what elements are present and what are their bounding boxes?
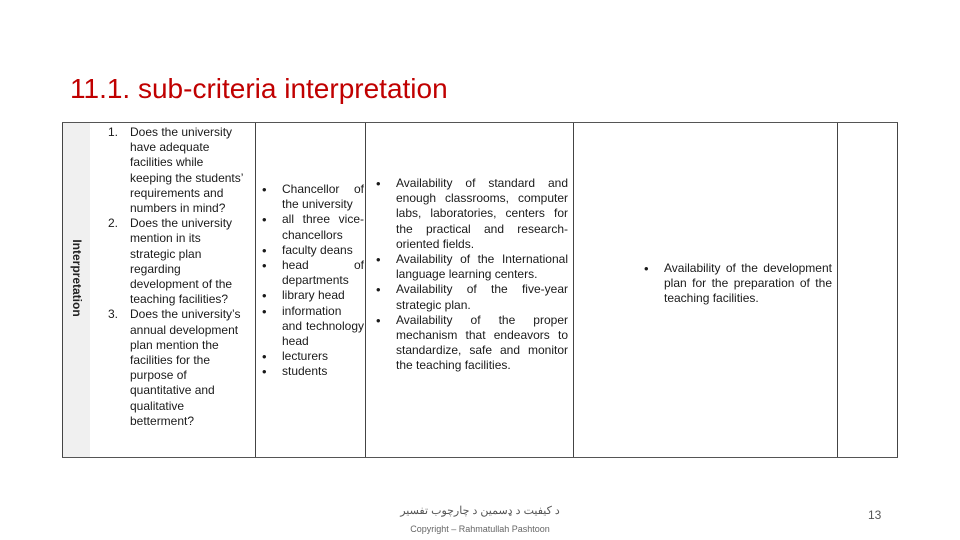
footer-rtl: د کیفیت د ډسمين د چارچوب تفسير (400, 505, 560, 517)
question-item: 1. Does the university have adequate facilities while keeping the students’ requirements and numbers in mind? (108, 125, 243, 216)
plan-cell (642, 261, 832, 307)
criteria-table (62, 122, 898, 458)
questions-cell (108, 125, 248, 429)
stakeholder-item: • students (260, 364, 364, 379)
copyright: Copyright – Rahmatullah Pashtoon (410, 524, 550, 534)
plan-item: • Availability of the development plan for the preparation of the teaching facilities. (642, 261, 832, 307)
evidence-item: • Availability of the proper mechanism that endeavors to standardize, safe and monitor the teaching facilities. (374, 313, 568, 374)
stakeholders-cell (260, 182, 364, 380)
stakeholder-item: • head of departments (260, 258, 364, 288)
question-item: 3. Does the university’s annual development plan mention the facilities for the purpose of quantitative and qualitative betterment? (108, 307, 241, 428)
row-label: Interpretation (70, 239, 84, 317)
stakeholder-item: • faculty deans (260, 243, 364, 258)
evidence-item: • Availability of standard and enough classrooms, computer labs, laboratories, centers for the practical and research-oriented fields. (374, 176, 568, 252)
stakeholder-item: • lecturers (260, 349, 364, 364)
evidence-item: • Availability of the five-year strategic plan. (374, 282, 568, 312)
stakeholder-item: • library head (260, 288, 364, 303)
question-item: 2. Does the university mention in its strategic plan regarding development of the teaching facilities? (108, 216, 233, 307)
slide-title: 11.1. sub-criteria interpretation (70, 73, 448, 104)
stakeholder-item: • Chancellor of the university (260, 182, 364, 212)
stakeholder-item: • information and technology head (260, 304, 364, 350)
stakeholder-item: • all three vice-chancellors (260, 212, 364, 242)
evidence-cell (374, 176, 568, 374)
page-number: 13 (868, 508, 882, 522)
evidence-item: • Availability of the International language learning centers. (374, 252, 568, 282)
